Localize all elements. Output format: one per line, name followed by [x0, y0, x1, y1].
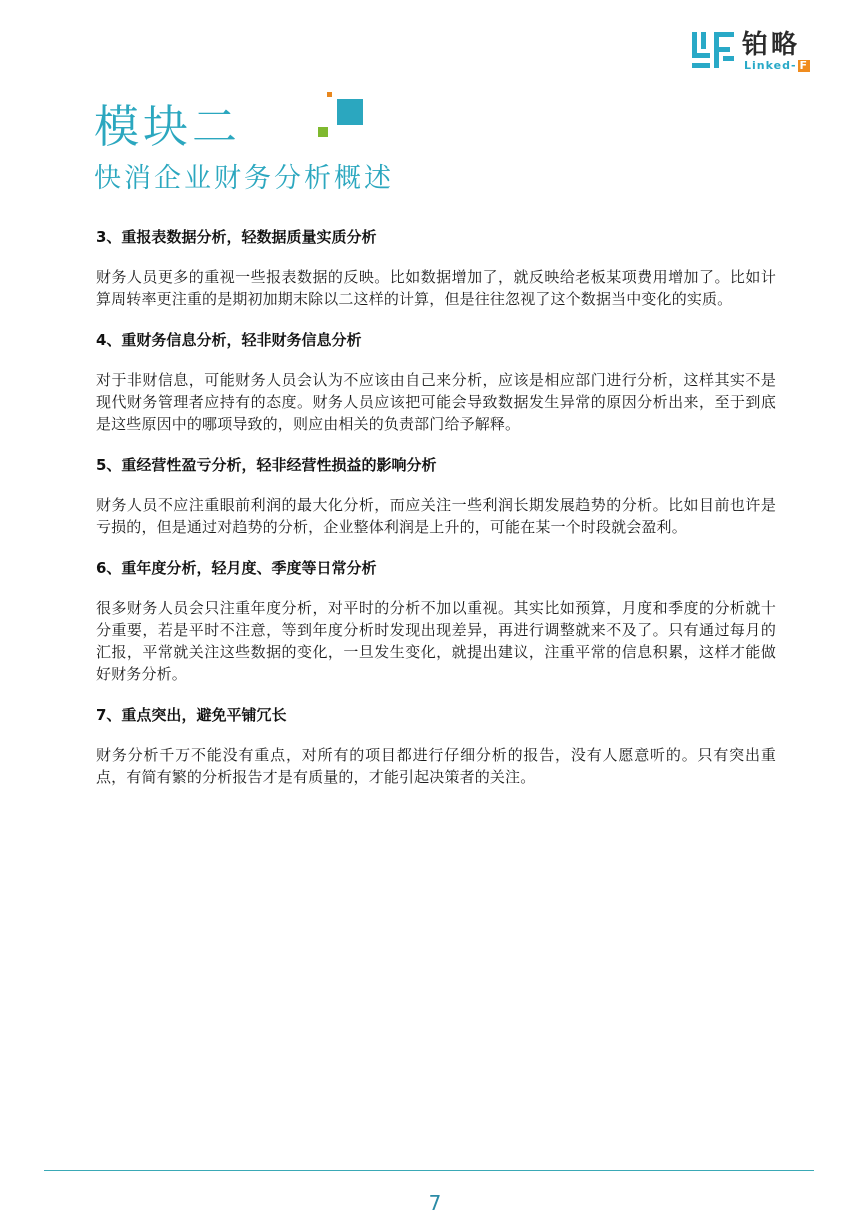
page-number: 7 [428, 1191, 442, 1215]
brand-logo [692, 32, 812, 74]
section-paragraph: 对于非财信息，可能财务人员会认为不应该由自己来分析，应该是相应部门进行分析，这样其实不是现代财务管理者应持有的态度。财务人员应该把可能会导致数据发生异常的原因分析出来，至于到底是这些原因中的哪项导致的，则应由相关的负责部门给予解释。 [96, 371, 776, 433]
section-paragraph: 财务人员不应注重眼前利润的最大化分析，而应关注一些利润长期发展趋势的分析。比如目前也许是亏损的，但是通过对趋势的分析，企业整体利润是上升的，可能在某一个时段就会盈利。 [96, 496, 776, 536]
section-7 [96, 702, 776, 788]
section-heading: 5、重经营性盈亏分析，轻非经营性损益的影响分析 [96, 456, 437, 474]
section-heading: 3、重报表数据分析，轻数据质量实质分析 [96, 228, 377, 246]
logo-name-cn: 铂略 [742, 30, 801, 60]
section-paragraph: 很多财务人员会只注重年度分析，对平时的分析不加以重视。其实比如预算，月度和季度的分析就十分重要，若是平时不注意，等到年度分析时发现出现差异，再进行调整就来不及了。只有通过每月的汇报，平常就关注这些数据的变化，一旦发生变化，就提出建议，注重平常的信息积累，这样才能做好财务分析。 [96, 599, 776, 683]
logo-name-en [744, 59, 810, 72]
decorative-squares-icon [318, 92, 366, 140]
section-6 [96, 555, 776, 685]
section-3 [96, 224, 776, 310]
logo-f-badge: F [799, 59, 809, 72]
document-body [96, 224, 776, 805]
section-heading: 4、重财务信息分析，轻非财务信息分析 [96, 331, 362, 349]
footer-divider [44, 1170, 814, 1171]
section-heading: 6、重年度分析，轻月度、季度等日常分析 [96, 559, 377, 577]
linked-f-logo-icon [692, 32, 736, 72]
section-5 [96, 452, 776, 538]
logo-name-en-text: Linked- [744, 59, 797, 72]
section-paragraph: 财务人员更多的重视一些报表数据的反映。比如数据增加了，就反映给老板某项费用增加了。比如计算周转率更注重的是期初加期末除以二这样的计算，但是往往忽视了这个数据当中变化的实质。 [96, 268, 776, 308]
section-heading: 7、重点突出，避免平铺冗长 [96, 706, 287, 724]
module-title: 模块二 [94, 100, 242, 153]
section-paragraph: 财务分析千万不能没有重点，对所有的项目都进行仔细分析的报告，没有人愿意听的。只有突出重点，有简有繁的分析报告才是有质量的，才能引起决策者的关注。 [96, 746, 776, 786]
section-4 [96, 327, 776, 435]
module-subtitle: 快消企业财务分析概述 [94, 163, 394, 194]
